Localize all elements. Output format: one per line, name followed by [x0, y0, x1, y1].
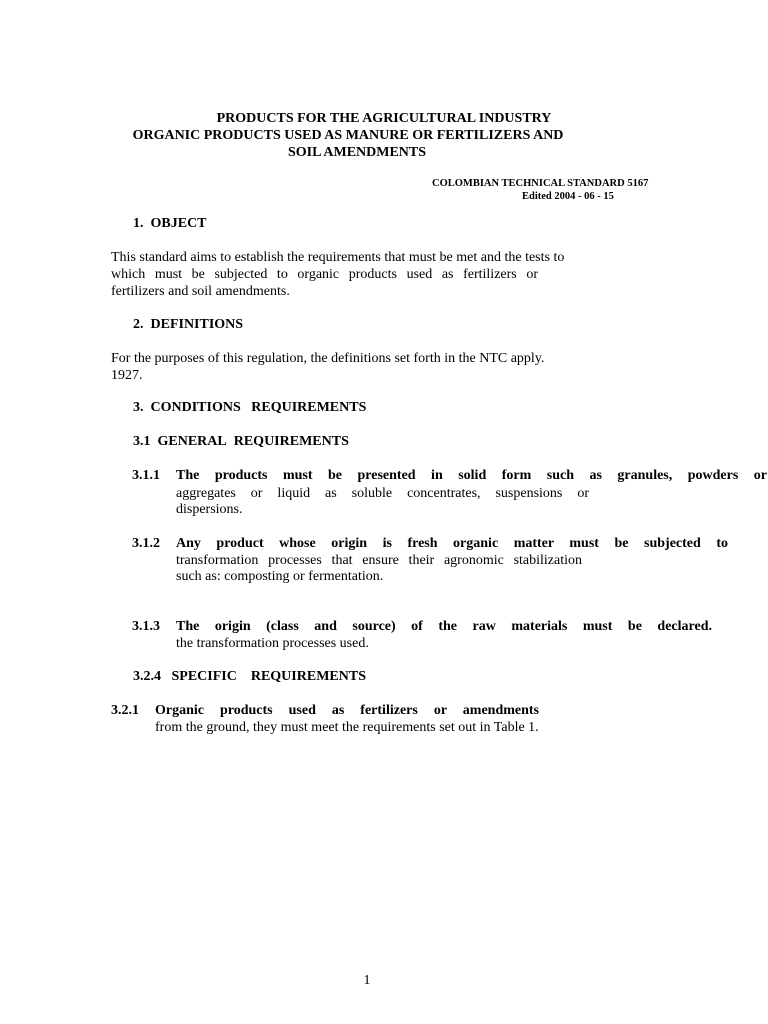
item-3-1-3-line-2: the transformation processes used. [176, 636, 369, 651]
item-3-1-2-line-2: transformation processes that ensure their agronomic stabilization [176, 553, 582, 568]
object-paragraph-line-1: This standard aims to establish the requirements that must be met and the tests to [111, 250, 565, 265]
section-definitions-heading: 2. DEFINITIONS [133, 317, 244, 332]
item-3-1-1-line-1: The products must be presented in solid form such as granules, powders or [176, 468, 767, 483]
title-line-2: ORGANIC PRODUCTS USED AS MANURE OR FERTILIZERS AND [132, 128, 564, 143]
object-paragraph-line-2: which must be subjected to organic products used as fertilizers or [111, 267, 538, 282]
item-3-1-2-line-1: Any product whose origin is fresh organic matter must be subjected to [176, 536, 728, 551]
item-3-1-2-line-3: such as: composting or fermentation. [176, 569, 384, 584]
standard-name: COLOMBIAN TECHNICAL STANDARD 5167 [432, 178, 649, 189]
item-3-1-2-number: 3.1.2 [132, 536, 160, 551]
item-3-1-1-line-3: dispersions. [176, 502, 243, 517]
page-number: 1 [363, 973, 371, 988]
item-3-1-1-line-2: aggregates or liquid as soluble concentrates, suspensions or [176, 486, 589, 501]
general-requirements-heading: 3.1 GENERAL REQUIREMENTS [133, 434, 349, 449]
section-object-heading: 1. OBJECT [133, 216, 207, 231]
item-3-2-1-line-2: from the ground, they must meet the requirements set out in Table 1. [155, 720, 539, 735]
section-conditions-heading: 3. CONDITIONS REQUIREMENTS [133, 400, 367, 415]
specific-requirements-heading: 3.2.4 SPECIFIC REQUIREMENTS [133, 669, 366, 684]
standard-edited-date: Edited 2004 - 06 - 15 [522, 191, 614, 202]
item-3-1-3-number: 3.1.3 [132, 619, 160, 634]
title-line-1: PRODUCTS FOR THE AGRICULTURAL INDUSTRY [216, 111, 552, 126]
title-line-3: SOIL AMENDMENTS [287, 145, 427, 160]
definitions-paragraph-line-2: 1927. [111, 368, 143, 383]
definitions-paragraph-line-1: For the purposes of this regulation, the definitions set forth in the NTC apply. [111, 351, 545, 366]
object-paragraph-line-3: fertilizers and soil amendments. [111, 284, 290, 299]
item-3-2-1-number: 3.2.1 [111, 703, 139, 718]
item-3-1-3-line-1: The origin (class and source) of the raw materials must be declared. [176, 619, 712, 634]
item-3-1-1-number: 3.1.1 [132, 468, 160, 483]
item-3-2-1-line-1: Organic products used as fertilizers or amendments [155, 703, 539, 718]
